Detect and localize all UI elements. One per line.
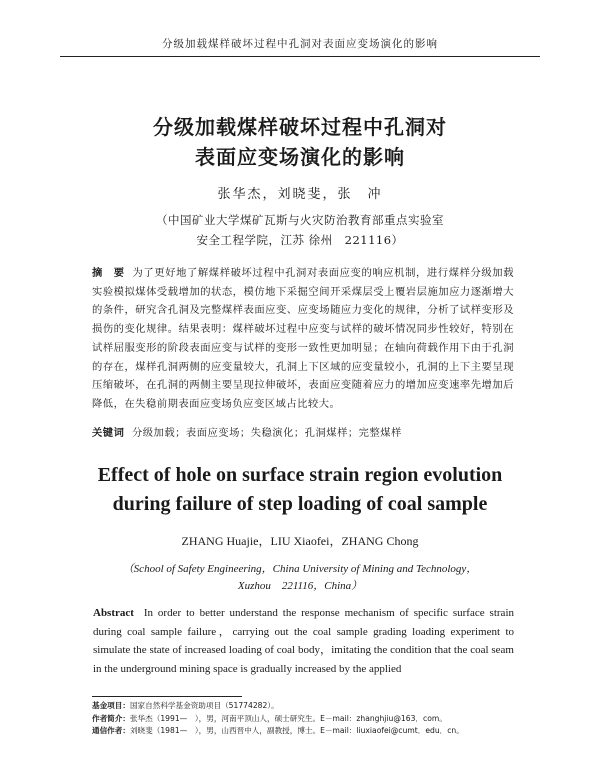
english-affiliation-line-1: （School of Safety Engineering，China University of Mining and Technology， bbox=[122, 563, 478, 575]
footnote-author bbox=[92, 713, 540, 726]
footnote-rule bbox=[92, 696, 242, 697]
chinese-keywords-label: 关键词 bbox=[92, 427, 125, 439]
footnote-fund-label: 基金项目： bbox=[92, 701, 130, 710]
chinese-abstract bbox=[92, 264, 514, 414]
chinese-keywords bbox=[92, 424, 514, 442]
chinese-affiliation-line-1: （中国矿业大学煤矿瓦斯与火灾防治教育部重点实验室 bbox=[156, 213, 444, 227]
chinese-title bbox=[60, 112, 540, 172]
footnote-author-label: 作者简介： bbox=[92, 713, 130, 723]
running-header: 分级加载煤样破坏过程中孔洞对表面应变场演化的影响 bbox=[162, 38, 438, 50]
english-title-line-2: during failure of step loading of coal sample bbox=[112, 493, 488, 515]
english-abstract-label: Abstract bbox=[93, 607, 134, 619]
english-affiliation bbox=[70, 561, 530, 595]
chinese-keywords-text: 分级加载；表面应变场；失稳演化；孔洞煤样；完整煤样 bbox=[131, 427, 402, 439]
footnote-corresponding bbox=[92, 725, 540, 738]
chinese-affiliation-line-2: 安全工程学院，江苏 徐州 221116） bbox=[196, 233, 404, 247]
english-abstract bbox=[93, 604, 514, 678]
footnote-corresponding-text: 刘晓斐（1981— ），男，山西晋中人，副教授，博士。E－mail：liuxiaofei@cumt．edu．cn。 bbox=[129, 726, 464, 735]
footnotes bbox=[92, 700, 540, 738]
chinese-abstract-text: 为了更好地了解煤样破坏过程中孔洞对表面应变的响应机制，进行煤样分级加载实验模拟煤体受载增加的状态，模仿地下采掘空间开采煤层受上覆岩层施加应力逐渐增大的条件，研究含孔洞及完整煤样表面应变、应变场随应力变化的规律，分析了试样变形及损伤的变化规律。结果表明：煤样破坏过程中应变与试样的破坏情况同步性较好，特别在试样屈服变形的阶段表面应变与试样的变形一致性更加明显；在轴向荷载作用下由于孔洞的存在，煤样孔洞两侧的应变量较大，孔洞上下区域的应变量较小，孔洞的上下主要呈现压缩破坏，在孔洞的两侧主要呈现拉伸破坏，表面应变随着应力的增加应变速率先增加后降低，在失稳前期表面应变场负应变区域占比较大。 bbox=[92, 267, 515, 410]
chinese-title-line-2: 表面应变场演化的影响 bbox=[195, 145, 405, 169]
english-affiliation-line-2: Xuzhou 221116，China） bbox=[237, 580, 363, 592]
english-authors: ZHANG Huajie，LIU Xiaofei，ZHANG Chong bbox=[181, 534, 419, 548]
english-title-line-1: Effect of hole on surface strain region evolution bbox=[97, 464, 503, 486]
chinese-authors: 张华杰，刘晓斐，张 冲 bbox=[217, 187, 383, 202]
english-title bbox=[40, 461, 560, 519]
footnote-author-text: 张华杰（1991— ），男，河南平顶山人，硕士研究生。E－mail：zhanghjiu@163．com。 bbox=[129, 713, 447, 723]
footnote-fund bbox=[92, 700, 540, 713]
chinese-title-line-1: 分级加载煤样破坏过程中孔洞对 bbox=[153, 115, 447, 139]
english-abstract-text: In order to better understand the response mechanism of specific surface strain during coal sample failure，carrying out the coal sample grading loading experiment to simulate the state of increased loading of coal body，imitating the condition that the coal seam in the underground mining space is gradually increased by the applied bbox=[93, 607, 514, 675]
header-rule bbox=[60, 56, 540, 57]
chinese-affiliation bbox=[90, 210, 510, 250]
footnote-corresponding-label: 通信作者： bbox=[92, 726, 130, 735]
footnote-fund-text: 国家自然科学基金资助项目（51774282）。 bbox=[129, 701, 279, 710]
chinese-abstract-label: 摘 要 bbox=[92, 267, 125, 279]
